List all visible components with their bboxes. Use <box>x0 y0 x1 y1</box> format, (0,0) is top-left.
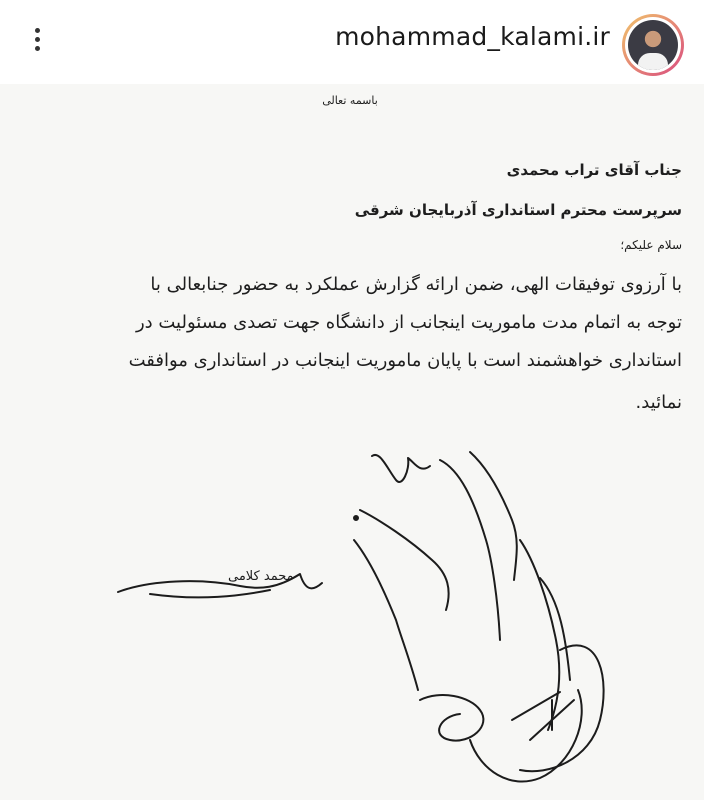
handwriting-line-1 <box>372 455 430 482</box>
signature-left-stroke <box>118 574 322 592</box>
letter-body-line-1: با آرزوی توفیقات الهی، ضمن ارائه گزارش عملکرد به حضور جنابعالی با <box>150 274 682 295</box>
letter-body-line-2: توجه به اتمام مدت ماموریت اینجانب از دانشگاه جهت تصدی مسئولیت در <box>135 312 682 333</box>
letter-body-line-4: نمائید. <box>635 392 682 413</box>
signature-right-loop <box>470 690 582 782</box>
account-username[interactable]: mohammad_kalami.ir <box>335 22 610 51</box>
recipient-name: جناب آقای تراب محمدی <box>506 161 682 179</box>
handwritten-date <box>512 692 574 740</box>
handwriting-line-2 <box>360 510 449 610</box>
recipient-title: سرپرست محترم استانداری آذربایجان شرقی <box>354 201 682 219</box>
handwriting-scribble <box>420 695 483 741</box>
handwriting-line-3 <box>440 460 500 640</box>
signature-name: محمد کلامی <box>228 569 294 584</box>
greeting: سلام علیکم؛ <box>620 238 682 252</box>
handwriting-line-4 <box>520 540 559 730</box>
bismillah-heading: باسمه تعالی <box>322 94 378 107</box>
letter-body-line-3: استانداری خواهشمند است با پایان ماموریت اینجانب در استانداری موافقت <box>128 350 682 371</box>
